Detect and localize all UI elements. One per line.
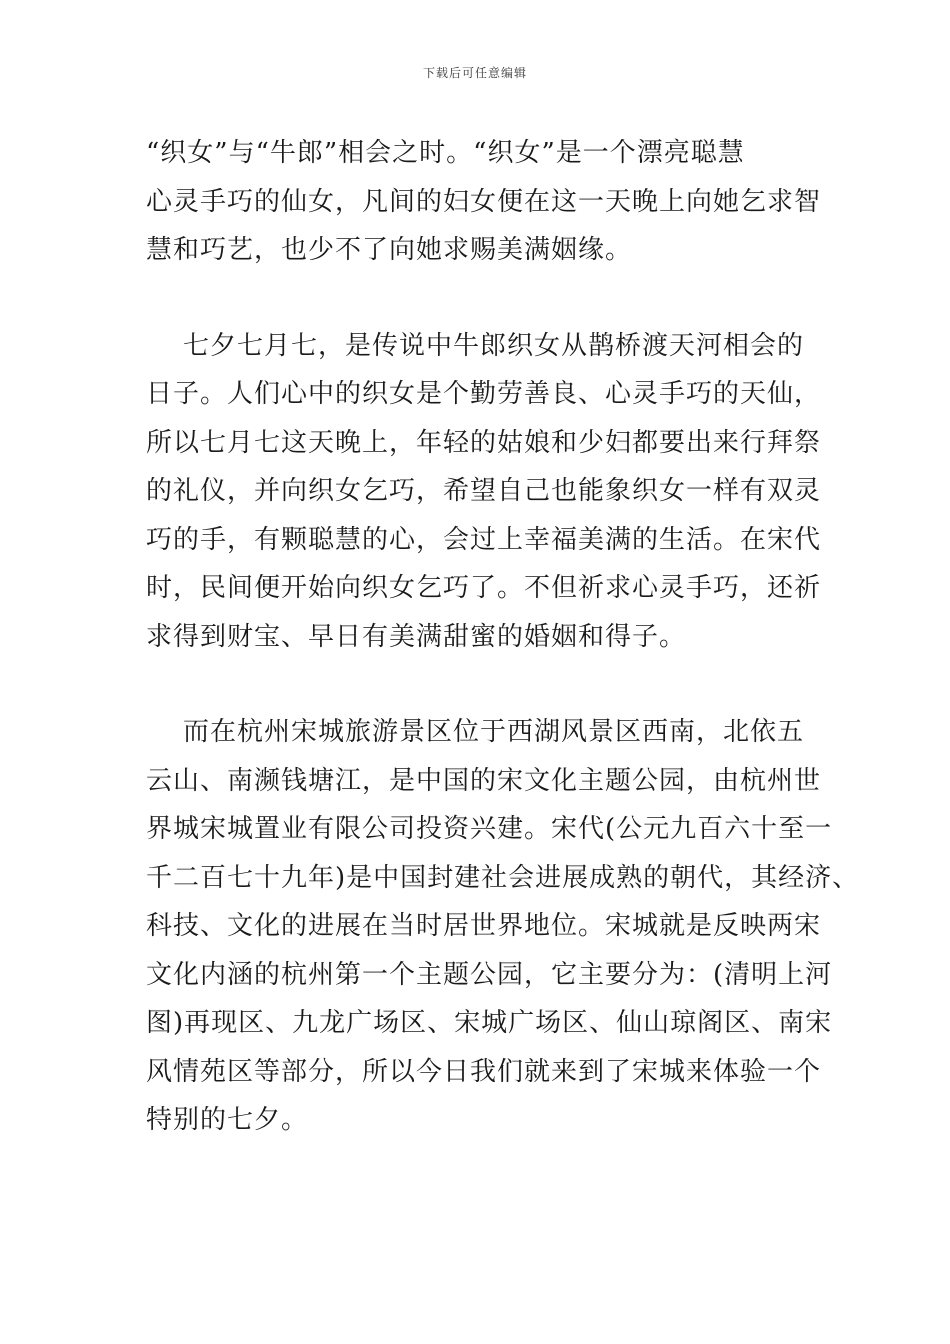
text-line: 界城宋城置业有限公司投资兴建。宋代(公元九百六十至一 (146, 814, 833, 844)
text-line: 的礼仪，并向织女乞巧，希望自己也能象织女一样有双灵 (146, 476, 822, 506)
paragraph-spacer (146, 661, 836, 708)
text-line: 图)再现区、九龙广场区、宋城广场区、仙山琼阁区、南宋 (146, 1008, 833, 1038)
paragraph-3 (146, 708, 860, 1145)
text-line: 日子。人们心中的织女是个勤劳善良、心灵手巧的天仙， (146, 379, 822, 409)
text-line: “织女”与“牛郎”相会之时。“织女”是一个漂亮聪慧 (146, 138, 745, 168)
paragraph-2 (146, 322, 836, 662)
page-header: 下载后可任意编辑 (422, 66, 527, 80)
text-line: 文化内涵的杭州第一个主题公园，它主要分为：(清明上河 (146, 959, 833, 990)
text-line: 科技、文化的进展在当时居世界地位。宋城就是反映两宋 (146, 911, 822, 941)
text-line: 特别的七夕。 (146, 1105, 309, 1135)
text-line: 而在杭州宋城旅游景区位于西湖风景区西南，北依五 (146, 717, 805, 747)
text-line: 时，民间便开始向织女乞巧了。不但祈求心灵手巧，还祈 (146, 573, 822, 603)
text-line: 慧和巧艺，也少不了向她求赐美满姻缘。 (146, 235, 633, 265)
text-line: 心灵手巧的仙女，凡间的妇女便在这一天晚上向她乞求智 (146, 186, 822, 217)
document-body (146, 129, 860, 1145)
text-line: 求得到财宝、早日有美满甜蜜的婚姻和得子。 (146, 621, 687, 652)
text-line: 巧的手，有颗聪慧的心，会过上幸福美满的生活。在宋代 (146, 524, 822, 555)
paragraph-1 (146, 129, 836, 275)
text-line: 风情苑区等部分，所以今日我们就来到了宋城来体验一个 (146, 1056, 822, 1087)
text-line: 七夕七月七，是传说中牛郎织女从鹊桥渡天河相会的 (146, 330, 805, 361)
text-line: 千二百七十九年)是中国封建社会进展成熟的朝代，其经济、 (146, 862, 860, 893)
text-line: 云山、南濒钱塘江，是中国的宋文化主题公园，由杭州世 (146, 765, 822, 796)
paragraph-spacer (146, 275, 836, 322)
text-line: 所以七月七这天晚上，年轻的姑娘和少妇都要出来行拜祭 (146, 427, 822, 458)
